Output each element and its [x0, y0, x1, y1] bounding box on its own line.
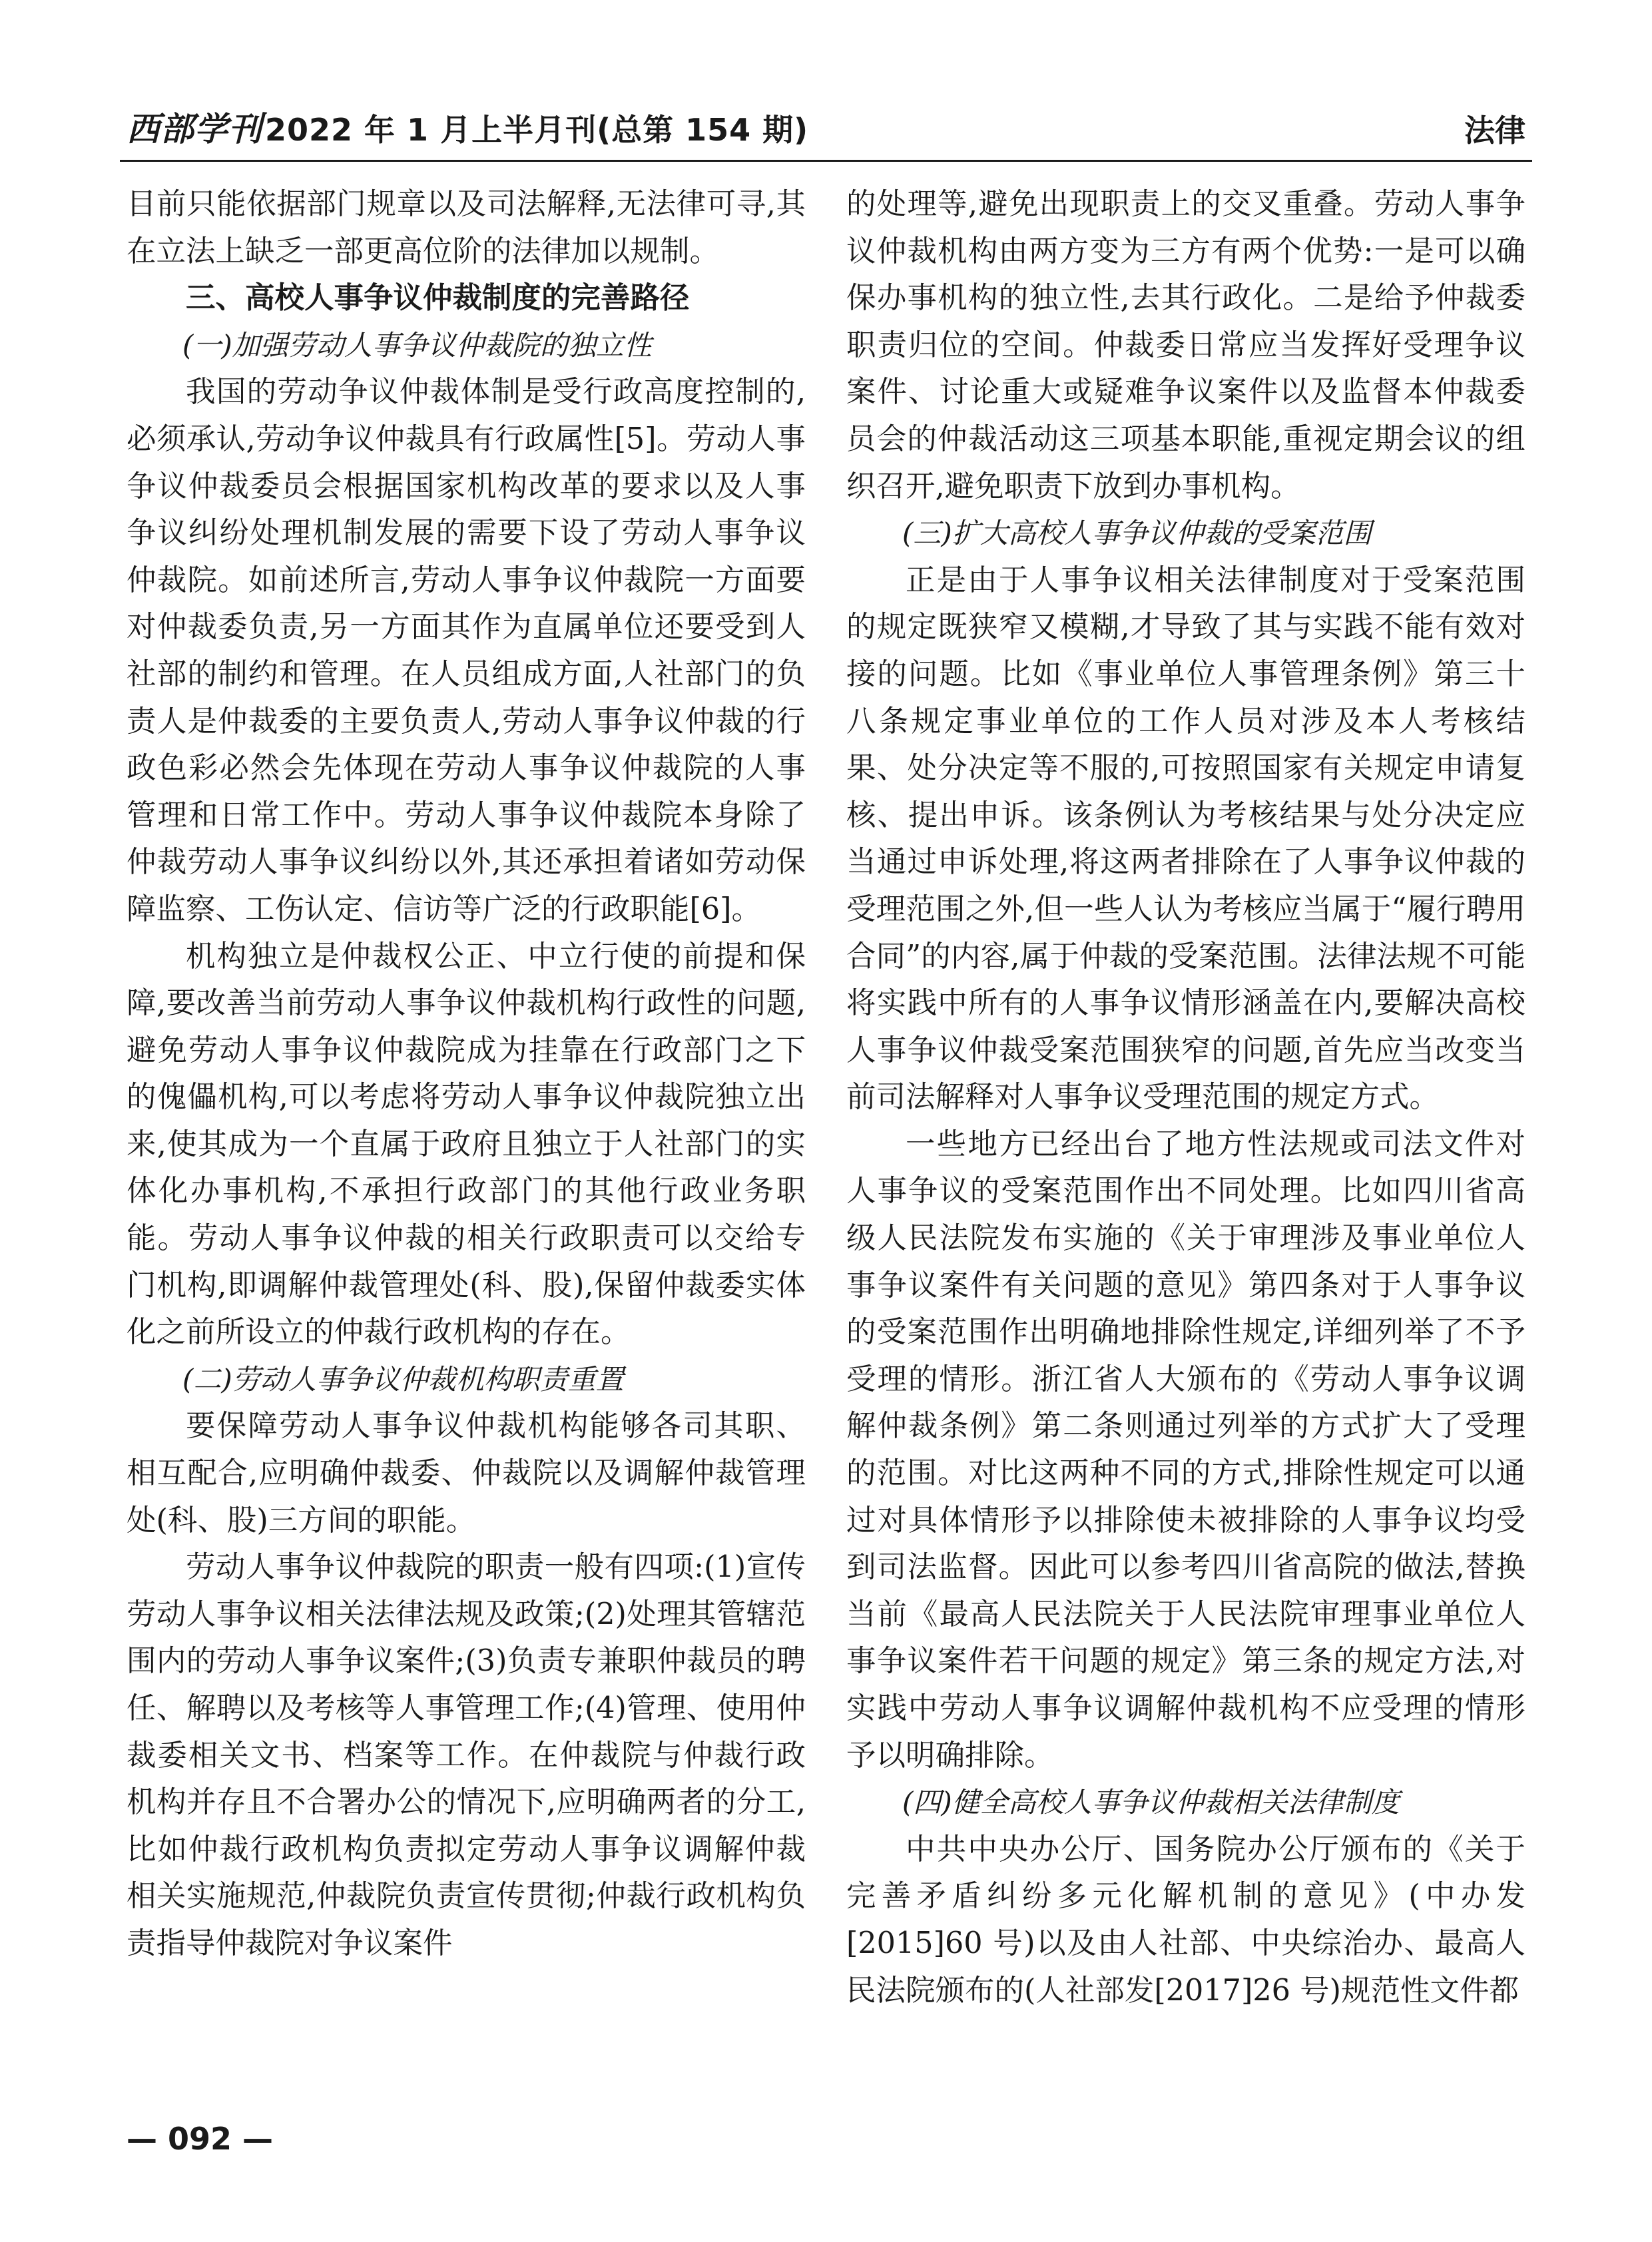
paragraph: 劳动人事争议仲裁院的职责一般有四项:(1)宣传劳动人事争议相关法律法规及政策;(2)处理其管辖范围内的劳动人事争议案件;(3)负责专兼职仲裁员的聘任、解聘以及考核等人事管理工作;(4)管理、使用仲裁委相关文书、档案等工作。在仲裁院与仲裁行政机构并存且不合署办公的情况下,应明确两者的分工,比如仲裁行政机构负责拟定劳动人事争议调解仲裁相关实施规范,仲裁院负责宣传贯彻;仲裁行政机构负责指导仲裁院对争议案件 — [127, 1550, 806, 1960]
paragraph: 正是由于人事争议相关法律制度对于受案范围的规定既狭窄又模糊,才导致了其与实践不能有效对接的问题。比如《事业单位人事管理条例》第三十八条规定事业单位的工作人员对涉及本人考核结果、处分决定等不服的,可按照国家有关规定申请复核、提出申诉。该条例认为考核结果与处分决定应当通过申诉处理,将这两者排除在了人事争议仲裁的受理范围之外,但一些人认为考核应当属于“履行聘用合同”的内容,属于仲裁的受案范围。法律法规不可能将实践中所有的人事争议情形涵盖在内,要解决高校人事争议仲裁受案范围狭窄的问题,首先应当改变当前司法解释对人事争议受理范围的规定方式。 — [846, 563, 1525, 1115]
article-body — [127, 181, 1525, 2105]
section-label: 法律 — [1464, 113, 1525, 148]
right-column — [846, 181, 1525, 2105]
issue-info: 2022 年 1 月上半月刊(总第 154 期) — [265, 112, 809, 148]
paragraph: 一些地方已经出台了地方性法规或司法文件对人事争议的受案范围作出不同处理。比如四川省高级人民法院发布实施的《关于审理涉及事业单位人事争议案件有关问题的意见》第四条对于人事争议的受案范围作出明确地排除性规定,详细列举了不予受理的情形。浙江省人大颁布的《劳动人事争议调解仲裁条例》第二条则通过列举的方式扩大了受理的范围。对比这两种不同的方式,排除性规定可以通过对具体情形予以排除使未被排除的人事争议均受到司法监督。因此可以参考四川省高院的做法,替换当前《最高人民法院关于人民法院审理事业单位人事争议案件若干问题的规定》第三条的规定方法,对实践中劳动人事争议调解仲裁机构不应受理的情形予以明确排除。 — [846, 1127, 1525, 1773]
running-header — [120, 100, 1532, 162]
subsection-heading: (四)健全高校人事争议仲裁相关法律制度 — [902, 1786, 1400, 1819]
journal-issue-line — [127, 103, 808, 150]
paragraph: 我国的劳动争议仲裁体制是受行政高度控制的,必须承认,劳动争议仲裁具有行政属性[5]。劳动人事争议仲裁委员会根据国家机构改革的要求以及人事争议纠纷处理机制发展的需要下设了劳动人事争议仲裁院。如前述所言,劳动人事争议仲裁院一方面要对仲裁委负责,另一方面其作为直属单位还要受到人社部的制约和管理。在人员组成方面,人社部门的负责人是仲裁委的主要负责人,劳动人事争议仲裁的行政色彩必然会先体现在劳动人事争议仲裁院的人事管理和日常工作中。劳动人事争议仲裁院本身除了仲裁劳动人事争议纠纷以外,其还承担着诸如劳动保障监察、工伤认定、信访等广泛的行政职能[6]。 — [127, 375, 806, 926]
page-number: — 092 — — [127, 2121, 274, 2157]
paragraph: 目前只能依据部门规章以及司法解释,无法律可寻,其在立法上缺乏一部更高位阶的法律加以规制。 — [127, 187, 806, 268]
paragraph: 的处理等,避免出现职责上的交叉重叠。劳动人事争议仲裁机构由两方变为三方有两个优势:一是可以确保办事机构的独立性,去其行政化。二是给予仲裁委职责归位的空间。仲裁委日常应当发挥好受理争议案件、讨论重大或疑难争议案件以及监督本仲裁委员会的仲裁活动这三项基本职能,重视定期会议的组织召开,避免职责下放到办事机构。 — [846, 187, 1525, 503]
journal-logo: 西部学刊 — [127, 109, 262, 148]
paragraph: 机构独立是仲裁权公正、中立行使的前提和保障,要改善当前劳动人事争议仲裁机构行政性的问题,避免劳动人事争议仲裁院成为挂靠在行政部门之下的傀儡机构,可以考虑将劳动人事争议仲裁院独立出来,使其成为一个直属于政府且独立于人社部门的实体化办事机构,不承担行政部门的其他行政业务职能。劳动人事争议仲裁的相关行政职责可以交给专门机构,即调解仲裁管理处(科、股),保留仲裁委实体化之前所设立的仲裁行政机构的存在。 — [127, 939, 806, 1350]
subsection-heading: (二)劳动人事争议仲裁机构职责重置 — [182, 1362, 624, 1396]
paragraph: 中共中央办公厅、国务院办公厅颁布的《关于完善矛盾纠纷多元化解机制的意见》(中办发[2015]60 号)以及由人社部、中央综治办、最高人民法院颁布的(人社部发[2017]26 号)规范性文件都 — [846, 1832, 1525, 2008]
paragraph: 要保障劳动人事争议仲裁机构能够各司其职、相互配合,应明确仲裁委、仲裁院以及调解仲裁管理处(科、股)三方间的职能。 — [127, 1409, 806, 1538]
section-heading: 三、高校人事争议仲裁制度的完善路径 — [186, 281, 690, 316]
left-column — [127, 181, 806, 2105]
subsection-heading: (三)扩大高校人事争议仲裁的受案范围 — [902, 517, 1372, 550]
subsection-heading: (一)加强劳动人事争议仲裁院的独立性 — [182, 328, 652, 362]
